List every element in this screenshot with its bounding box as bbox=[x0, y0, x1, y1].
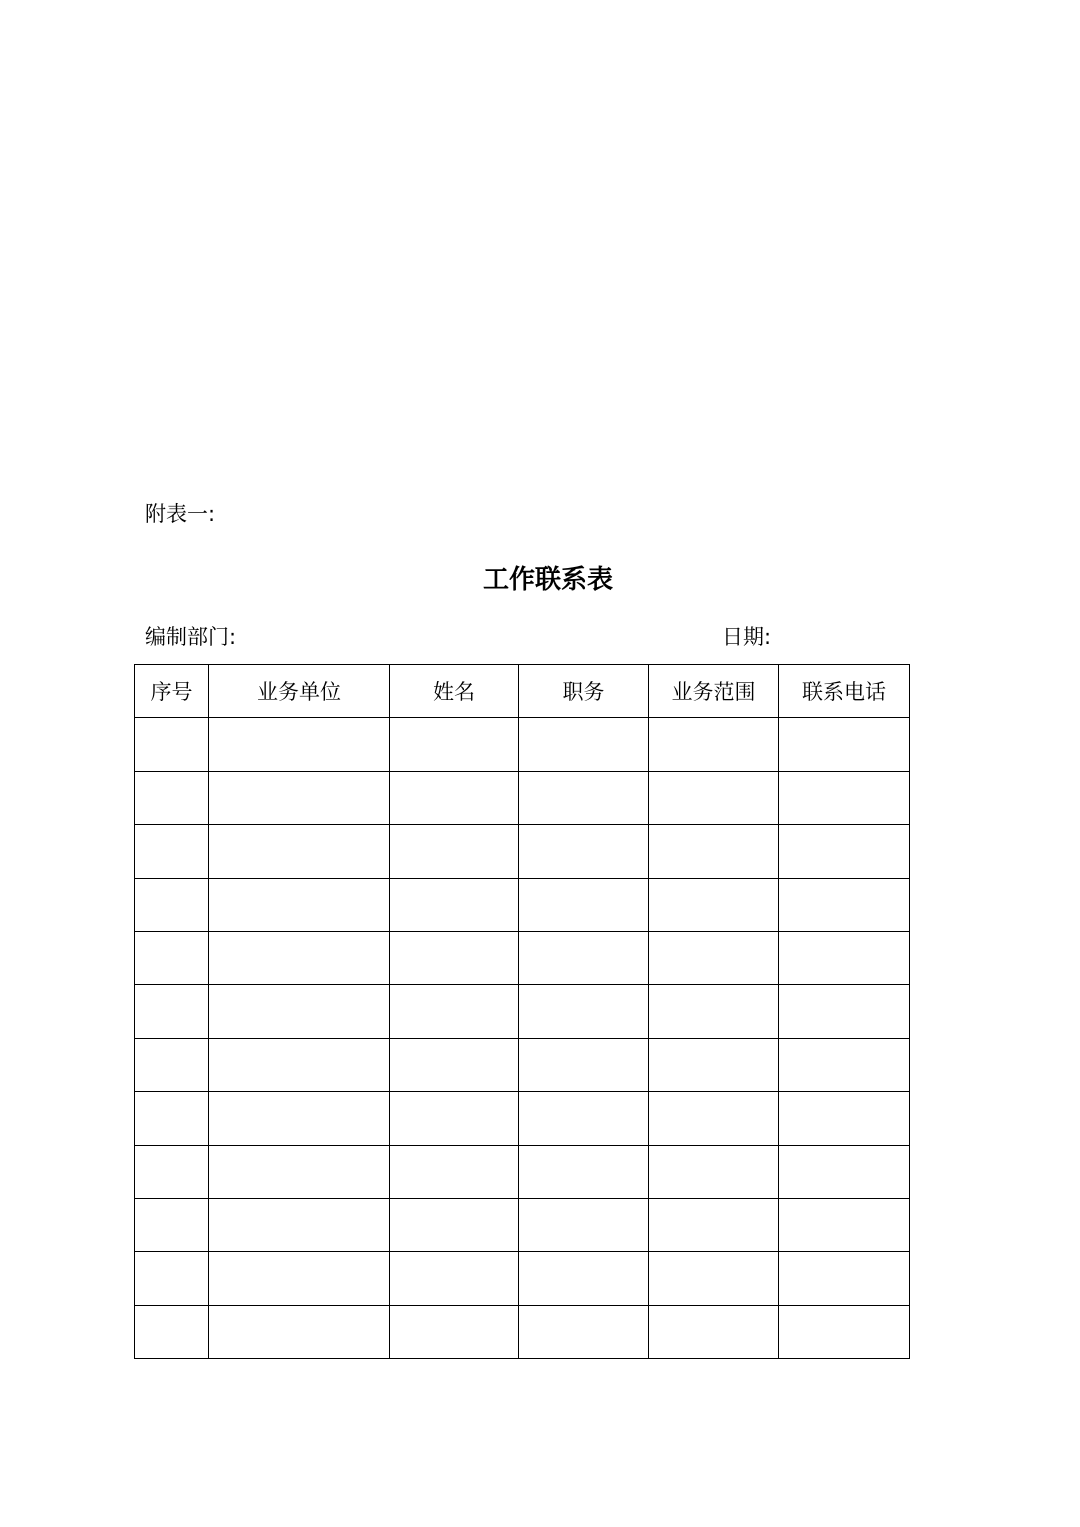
table-cell[interactable] bbox=[135, 1252, 209, 1305]
table-cell[interactable] bbox=[519, 1305, 649, 1358]
table-cell[interactable] bbox=[649, 985, 779, 1038]
table-row bbox=[135, 771, 910, 824]
header-position: 职务 bbox=[519, 665, 649, 718]
table-cell[interactable] bbox=[519, 1038, 649, 1091]
table-body bbox=[135, 718, 910, 1359]
table-cell[interactable] bbox=[519, 1252, 649, 1305]
table-cell[interactable] bbox=[519, 1198, 649, 1251]
table-row bbox=[135, 1198, 910, 1251]
table-cell[interactable] bbox=[779, 771, 910, 824]
table-cell[interactable] bbox=[649, 1305, 779, 1358]
table-cell[interactable] bbox=[209, 1305, 390, 1358]
table-row bbox=[135, 1145, 910, 1198]
header-name: 姓名 bbox=[390, 665, 519, 718]
table-cell[interactable] bbox=[649, 1198, 779, 1251]
table-cell[interactable] bbox=[779, 878, 910, 931]
table-cell[interactable] bbox=[779, 1305, 910, 1358]
table-cell[interactable] bbox=[390, 1038, 519, 1091]
table-cell[interactable] bbox=[779, 1038, 910, 1091]
table-cell[interactable] bbox=[519, 1145, 649, 1198]
table-row bbox=[135, 718, 910, 771]
table-cell[interactable] bbox=[649, 718, 779, 771]
table-cell[interactable] bbox=[519, 771, 649, 824]
table-cell[interactable] bbox=[779, 985, 910, 1038]
table-cell[interactable] bbox=[390, 878, 519, 931]
table-row bbox=[135, 1252, 910, 1305]
table-cell[interactable] bbox=[135, 718, 209, 771]
table-cell[interactable] bbox=[209, 1092, 390, 1145]
table-cell[interactable] bbox=[519, 1092, 649, 1145]
department-label: 编制部门: bbox=[145, 625, 237, 649]
table-row bbox=[135, 1305, 910, 1358]
table-cell[interactable] bbox=[390, 718, 519, 771]
date-label: 日期: bbox=[722, 625, 772, 649]
table-cell[interactable] bbox=[135, 825, 209, 878]
table-cell[interactable] bbox=[209, 985, 390, 1038]
table-row bbox=[135, 1038, 910, 1091]
table-cell[interactable] bbox=[519, 878, 649, 931]
table-cell[interactable] bbox=[519, 931, 649, 984]
table-cell[interactable] bbox=[209, 1198, 390, 1251]
table-cell[interactable] bbox=[390, 1252, 519, 1305]
table-cell[interactable] bbox=[135, 1145, 209, 1198]
header-business-unit: 业务单位 bbox=[209, 665, 390, 718]
table-cell[interactable] bbox=[135, 985, 209, 1038]
table-cell[interactable] bbox=[390, 931, 519, 984]
table-cell[interactable] bbox=[779, 825, 910, 878]
table-row bbox=[135, 1092, 910, 1145]
table-cell[interactable] bbox=[649, 1252, 779, 1305]
table-header-row bbox=[135, 665, 910, 718]
table-row bbox=[135, 825, 910, 878]
table-cell[interactable] bbox=[209, 878, 390, 931]
table-cell[interactable] bbox=[135, 1305, 209, 1358]
table-cell[interactable] bbox=[649, 931, 779, 984]
table-cell[interactable] bbox=[390, 1305, 519, 1358]
table-cell[interactable] bbox=[779, 1145, 910, 1198]
table-cell[interactable] bbox=[649, 825, 779, 878]
table-cell[interactable] bbox=[209, 1252, 390, 1305]
table-cell[interactable] bbox=[779, 1252, 910, 1305]
table-cell[interactable] bbox=[779, 1092, 910, 1145]
table-row bbox=[135, 931, 910, 984]
table-cell[interactable] bbox=[209, 1145, 390, 1198]
table-cell[interactable] bbox=[209, 1038, 390, 1091]
table-cell[interactable] bbox=[649, 1092, 779, 1145]
table-cell[interactable] bbox=[209, 931, 390, 984]
header-contact-phone: 联系电话 bbox=[779, 665, 910, 718]
table-cell[interactable] bbox=[649, 878, 779, 931]
table-cell[interactable] bbox=[779, 1198, 910, 1251]
table-cell[interactable] bbox=[390, 1145, 519, 1198]
table-cell[interactable] bbox=[209, 771, 390, 824]
table-cell[interactable] bbox=[519, 718, 649, 771]
table-cell[interactable] bbox=[779, 718, 910, 771]
table-cell[interactable] bbox=[390, 1092, 519, 1145]
header-business-scope: 业务范围 bbox=[649, 665, 779, 718]
table-cell[interactable] bbox=[135, 878, 209, 931]
table-cell[interactable] bbox=[135, 1092, 209, 1145]
table-cell[interactable] bbox=[209, 718, 390, 771]
table-cell[interactable] bbox=[390, 771, 519, 824]
table-row bbox=[135, 985, 910, 1038]
table-cell[interactable] bbox=[390, 825, 519, 878]
table-cell[interactable] bbox=[135, 1198, 209, 1251]
table-cell[interactable] bbox=[779, 931, 910, 984]
contact-table bbox=[134, 664, 910, 1359]
table-cell[interactable] bbox=[649, 771, 779, 824]
table-row bbox=[135, 878, 910, 931]
annex-label: 附表一: bbox=[145, 502, 216, 526]
table-cell[interactable] bbox=[390, 985, 519, 1038]
table-cell[interactable] bbox=[649, 1145, 779, 1198]
table-cell[interactable] bbox=[209, 825, 390, 878]
table-cell[interactable] bbox=[135, 931, 209, 984]
table-cell[interactable] bbox=[519, 985, 649, 1038]
table-cell[interactable] bbox=[649, 1038, 779, 1091]
table-cell[interactable] bbox=[519, 825, 649, 878]
header-serial-number: 序号 bbox=[135, 665, 209, 718]
table-cell[interactable] bbox=[390, 1198, 519, 1251]
page-title: 工作联系表 bbox=[482, 565, 613, 595]
table-cell[interactable] bbox=[135, 771, 209, 824]
table-cell[interactable] bbox=[135, 1038, 209, 1091]
